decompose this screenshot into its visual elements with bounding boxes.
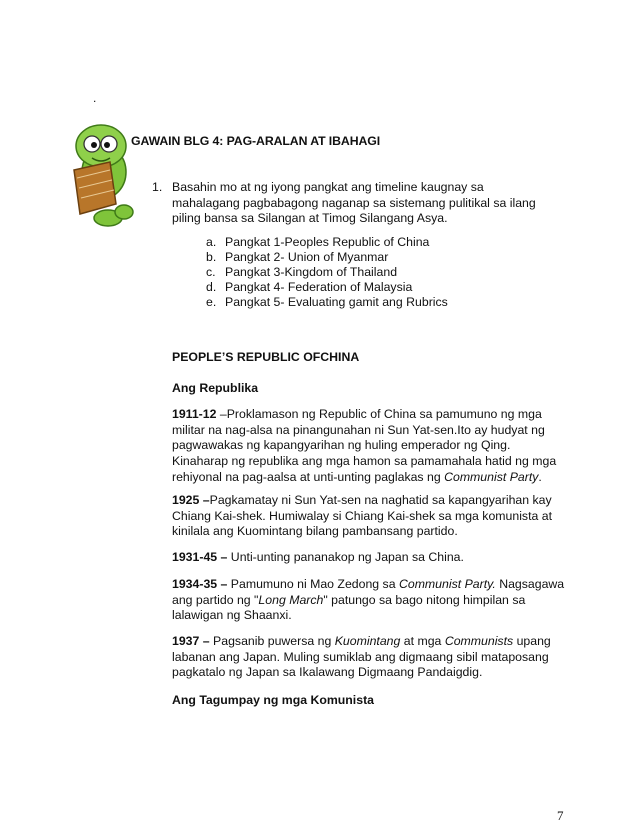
group-text: Pangkat 2- Union of Myanmar (225, 250, 389, 264)
group-letter: a. (206, 235, 217, 249)
subsection-heading: Ang Tagumpay ng mga Komunista (172, 693, 374, 707)
timeline-year: 1911-12 (172, 407, 217, 421)
group-letter: b. (206, 250, 217, 264)
timeline-year: 1937 – (172, 634, 210, 648)
timeline-entry: 1934-35 – Pamumuno ni Mao Zedong sa Communist Party. Nagsagawa ang partido ng "Long March" patungo sa bago nitong himpilan sa lalawigan ng Shaanxi. (172, 577, 565, 623)
group-letter: d. (206, 280, 217, 294)
group-text: Pangkat 3-Kingdom of Thailand (225, 265, 398, 279)
activity-heading: GAWAIN BLG 4: PAG-ARALAN AT IBAHAGI (131, 134, 381, 148)
timeline-year: 1934-35 – (172, 577, 228, 591)
subsection-heading: Ang Republika (172, 381, 259, 395)
group-text: Pangkat 5- Evaluating gamit ang Rubrics (225, 295, 448, 309)
timeline-entry: 1911-12 –Proklamason ng Republic of China sa pamumuno ng mga militar na nag-alsa na pinangunahan ni Sun Yat-sen.Ito ay hudyat ng pagwawakas ng kapangyarihan ng huling emperador ng Qing. Kinaharap ng republika ang mga hamon sa pamamahala hatid ng mga rehiyonal na pag-aalsa at unti-unting paglakas ng Communist Party. (172, 407, 557, 484)
timeline-entry: 1937 – Pagsanib puwersa ng Kuomintang at mga Communists upang labanan ang Japan. Muling sumiklab ang digmaang sibil mataposang pagkatalo ng Japan sa Ikalawang Digmaang Pandaigdig. (172, 634, 551, 680)
section-title: PEOPLE’S REPUBLIC OFCHINA (172, 350, 360, 364)
instruction-text: Basahin mo at ng iyong pangkat ang timeline kaugnay sa mahalagang pagbabagong naganap sa sistemang pulitikal sa ilang piling bansa sa Silangan at Timog Silangang Asya. (172, 180, 536, 225)
group-letter: c. (206, 265, 216, 279)
timeline-year: 1925 – (172, 493, 210, 507)
group-text: Pangkat 4- Federation of Malaysia (225, 280, 413, 294)
instruction-item (152, 180, 552, 227)
timeline-year: 1931-45 – (172, 550, 228, 564)
group-letter: e. (206, 295, 217, 309)
page-number: 7 (557, 808, 564, 823)
timeline-entry: 1925 –Pagkamatay ni Sun Yat-sen na naghatid sa kapangyarihan kay Chiang Kai-shek. Humiwalay si Chiang Kai-shek sa mga komunista at kinilala ang Kuomintang bilang pambansang partido. (172, 493, 553, 539)
stray-mark: . (93, 91, 97, 105)
timeline-entry: 1931-45 – Unti-unting pananakop ng Japan sa China. (172, 550, 464, 564)
item-number: 1. (152, 180, 163, 194)
group-text: Pangkat 1-Peoples Republic of China (225, 235, 430, 249)
